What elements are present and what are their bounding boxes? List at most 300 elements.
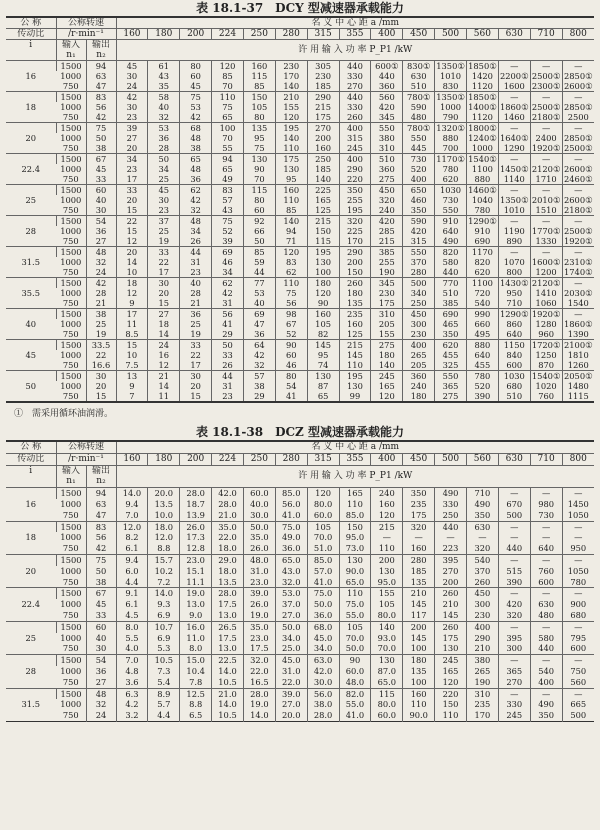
power-cell: 28	[180, 288, 212, 298]
speed-header: 公称转速	[56, 17, 116, 29]
table-row	[6, 61, 594, 72]
power-cell: 270	[339, 81, 371, 92]
power-cell: 950	[562, 543, 594, 554]
dcz-capacity-table	[6, 440, 594, 722]
power-cell: 110	[403, 699, 435, 710]
power-cell: 640	[498, 329, 530, 340]
speed-cell: 1000	[60, 565, 82, 576]
power-cell: 200	[371, 554, 403, 565]
power-cell: 45.0	[275, 655, 307, 666]
power-cell: 330	[498, 699, 530, 710]
speed-cell: 1500	[56, 688, 86, 699]
table-row	[6, 381, 594, 391]
power-cell: 400	[403, 174, 435, 185]
power-cell: 13.0	[212, 610, 244, 621]
table-row	[6, 71, 594, 81]
power-cell: 20	[180, 381, 212, 391]
speed-cell: 1500	[56, 309, 86, 320]
power-cell: 29.0	[212, 554, 244, 565]
power-cell: 31	[180, 257, 212, 267]
power-cell: 31.0	[243, 566, 275, 577]
power-cell: 910	[435, 216, 467, 227]
power-cell: 13.5	[148, 499, 180, 510]
power-cell: 60	[243, 205, 275, 216]
power-cell: 34.0	[275, 633, 307, 644]
power-cell: —	[498, 216, 530, 227]
speed-cell: 1000	[60, 226, 82, 236]
power-cell: 510	[435, 288, 467, 298]
power-cell: 1250	[530, 350, 562, 360]
power-cell: 2100①	[563, 340, 593, 350]
power-cell: 130	[307, 257, 339, 267]
power-cell: 21.0	[212, 510, 244, 521]
power-cell: 41.0	[307, 577, 339, 588]
power-cell: 290	[307, 92, 339, 103]
power-cell: 290	[339, 247, 371, 258]
power-cell: 41	[275, 391, 307, 402]
power-cell: 150	[339, 267, 371, 278]
power-cell: 1290①	[499, 309, 529, 319]
power-cell: 620	[435, 174, 467, 185]
power-cell: 75	[212, 216, 244, 227]
power-cell: —	[562, 92, 594, 103]
table-row	[6, 340, 594, 351]
power-cell: 195	[339, 205, 371, 216]
power-cell: 350	[339, 185, 371, 196]
power-cell: 15.0	[180, 655, 212, 666]
power-cell: 5.4	[148, 677, 180, 688]
power-cell: 31	[212, 298, 244, 309]
power-cell: 210	[403, 588, 435, 599]
power-cell: 11.0	[180, 633, 212, 644]
power-cell: 2030①	[563, 288, 593, 298]
power-cell: 1290	[498, 143, 530, 154]
speed-cell: 1500	[56, 92, 86, 103]
power-cell: 18.0	[148, 521, 180, 532]
power-cell: 150	[307, 226, 339, 236]
power-cell: 49	[212, 174, 244, 185]
power-cell: 210	[275, 92, 307, 103]
distance-col: 710	[530, 453, 562, 465]
table-row	[6, 195, 594, 205]
power-cell: 320	[339, 216, 371, 227]
power-cell: 1540①	[468, 154, 497, 164]
power-cell: 115	[243, 185, 275, 196]
power-cell: 305	[307, 61, 339, 72]
power-cell: 85.0	[275, 488, 307, 499]
power-cell: 24	[148, 340, 180, 351]
power-cell: 630	[466, 521, 498, 532]
power-cell: 32	[243, 360, 275, 371]
power-cell: 63.0	[307, 655, 339, 666]
power-cell: 32	[148, 112, 180, 123]
power-cell: 74	[307, 360, 339, 371]
power-cell: 8.8	[180, 699, 212, 710]
speed-cell: 1000	[60, 319, 82, 329]
speed-cell: 750	[62, 391, 79, 401]
power-cell: 31	[212, 381, 244, 391]
power-cell: 1050	[562, 566, 594, 577]
power-cell: 83	[212, 185, 244, 196]
power-cell: 480	[530, 610, 562, 621]
power-cell: 21	[148, 371, 180, 382]
ratio-header-label: 传动比	[6, 29, 56, 40]
power-cell: 830	[435, 81, 467, 92]
power-cell: 34.0	[307, 643, 339, 654]
power-cell: 1070	[498, 257, 530, 267]
speed-cell: 750	[62, 676, 79, 687]
speed-cell: 1500	[56, 185, 86, 196]
power-cell: 33	[148, 247, 180, 258]
ratio-symbol: i	[29, 40, 33, 50]
speed-cell: 1000	[60, 71, 82, 81]
power-cell: 540	[466, 298, 498, 309]
power-cell: 1280	[530, 319, 562, 329]
power-cell: 60.0	[243, 488, 275, 499]
power-cell: 21	[180, 298, 212, 309]
speed-cell: 56	[86, 102, 116, 112]
power-cell: 1290①	[468, 216, 497, 226]
power-cell: 1350①	[436, 92, 465, 102]
power-cell: 110	[212, 92, 244, 103]
ratio-cell: 31.5	[6, 688, 56, 721]
table2-title: 表 18.1-38 DCZ 型减速器承载能力	[196, 425, 404, 439]
speed-cell: 33	[86, 610, 116, 621]
power-cell: 11	[116, 319, 148, 329]
power-cell: 255	[339, 195, 371, 205]
speed-cell: 750	[62, 509, 79, 520]
power-cell: 1330	[530, 236, 562, 247]
power-cell: 70	[212, 133, 244, 143]
power-cell: 230	[466, 610, 498, 621]
n2-symbol: n₂	[86, 476, 116, 487]
power-cell: 68.0	[307, 621, 339, 632]
power-cell: —	[530, 521, 562, 532]
power-cell: 450	[403, 309, 435, 320]
speed-cell: 24	[86, 710, 116, 721]
power-cell: 880	[466, 340, 498, 351]
power-cell: 95	[275, 174, 307, 185]
power-cell: 540	[466, 554, 498, 565]
speed-unit-header: /r·min⁻¹	[56, 453, 116, 465]
power-cell: 120	[371, 510, 403, 521]
table-row	[6, 677, 594, 688]
speed-cell: 1000	[60, 350, 82, 360]
power-cell: 1400①	[468, 102, 497, 112]
power-cell: 440	[435, 521, 467, 532]
power-cell: 2500①	[563, 226, 593, 236]
power-cell: 630	[530, 599, 562, 610]
power-cell: 1850①	[468, 61, 497, 71]
power-cell: 62	[180, 185, 212, 196]
table-row	[6, 174, 594, 185]
power-cell: 660	[466, 319, 498, 329]
power-cell: 160	[243, 61, 275, 72]
power-cell: 27.0	[275, 610, 307, 621]
power-cell: 8.0	[116, 621, 148, 632]
distance-col: 180	[148, 29, 180, 40]
power-cell: 180	[339, 288, 371, 298]
power-cell: 165	[339, 488, 371, 499]
power-cell: 53.0	[275, 588, 307, 599]
speed-cell: 83	[86, 92, 116, 103]
power-cell: 1740①	[563, 267, 593, 277]
power-cell: 85.0	[339, 510, 371, 521]
power-cell: 150	[339, 521, 371, 532]
power-cell: —	[530, 532, 562, 543]
power-cell: 1390	[562, 329, 594, 340]
power-cell: 2500①	[563, 143, 593, 153]
power-cell: 37.0	[275, 599, 307, 610]
ratio-cell: 50	[6, 371, 56, 403]
power-cell: 145	[403, 633, 435, 644]
distance-col: 200	[180, 453, 212, 465]
power-cell: 300	[466, 599, 498, 610]
power-cell: 18	[116, 278, 148, 289]
power-cell: 34	[212, 267, 244, 278]
power-cell: —	[530, 123, 562, 134]
power-cell: 93.0	[371, 633, 403, 644]
power-cell: —	[403, 532, 435, 543]
power-cell: 2050①	[563, 371, 593, 381]
distance-col: 160	[116, 453, 148, 465]
power-cell: 400	[339, 154, 371, 165]
power-cell: 32	[180, 205, 212, 216]
power-cell: 100	[403, 643, 435, 654]
power-cell: 15	[180, 391, 212, 402]
speed-cell: 83	[86, 521, 116, 532]
power-cell: 80.0	[371, 699, 403, 710]
power-cell: 42	[180, 195, 212, 205]
power-cell: 105	[339, 621, 371, 632]
power-cell: 360	[371, 164, 403, 174]
power-cell: 780	[466, 371, 498, 382]
speed-cell: 15	[86, 391, 116, 402]
power-cell: —	[530, 185, 562, 196]
power-cell: 1170①	[436, 154, 465, 164]
power-cell: 19	[180, 329, 212, 340]
table-row	[6, 92, 594, 103]
speed-cell: 94	[86, 61, 116, 72]
power-cell: 2180①	[563, 205, 593, 215]
power-cell: 13.0	[180, 599, 212, 610]
power-cell: 380	[466, 655, 498, 666]
power-cell: 4.2	[116, 699, 148, 710]
table-row	[6, 278, 594, 289]
power-cell: 1115	[562, 391, 594, 402]
power-cell: 330	[435, 499, 467, 510]
speed-cell: 1500	[56, 488, 86, 499]
power-cell: —	[498, 61, 530, 72]
power-cell: 270	[435, 566, 467, 577]
power-cell: 70.0	[371, 643, 403, 654]
power-cell: 550	[371, 123, 403, 134]
power-cell: 2310①	[563, 257, 593, 267]
power-cell: —	[530, 92, 562, 103]
speed-cell: 1000	[60, 632, 82, 643]
power-cell: 2500①	[531, 102, 561, 112]
power-cell: 65.0	[339, 577, 371, 588]
power-cell: 2180①	[531, 112, 561, 122]
power-cell: 2200①	[499, 71, 529, 81]
power-cell: 365	[498, 666, 530, 677]
speed-cell: 47	[86, 510, 116, 521]
power-cell: 44	[180, 247, 212, 258]
power-cell: 14.0	[116, 488, 148, 499]
power-cell: 365	[435, 381, 467, 391]
power-cell: —	[562, 309, 594, 320]
power-cell: 33	[212, 350, 244, 360]
power-cell: 7.3	[148, 666, 180, 677]
power-cell: 87	[307, 381, 339, 391]
table-row	[6, 185, 594, 196]
speed-cell: 33.5	[86, 340, 116, 351]
speed-cell: 47	[86, 81, 116, 92]
power-cell: 11.1	[180, 577, 212, 588]
power-cell: 770	[435, 278, 467, 289]
power-cell: 20	[116, 247, 148, 258]
power-cell: 160	[339, 319, 371, 329]
power-cell: 440	[435, 267, 467, 278]
power-cell: 2500①	[531, 71, 561, 81]
power-cell: 94	[212, 154, 244, 165]
power-cell: 40	[180, 278, 212, 289]
speed-cell: 67	[86, 588, 116, 599]
speed-cell: 1500	[56, 278, 86, 289]
table-row	[6, 298, 594, 309]
power-cell: 73.0	[339, 543, 371, 554]
power-cell: 13.9	[180, 510, 212, 521]
power-cell: 460	[403, 195, 435, 205]
power-cell: 500	[403, 278, 435, 289]
table-row	[6, 102, 594, 112]
power-cell: 68	[180, 123, 212, 134]
power-cell: 1420	[466, 71, 498, 81]
power-cell: 1720①	[531, 340, 561, 350]
speed-cell: 750	[62, 143, 79, 153]
power-cell: 19.0	[243, 610, 275, 621]
table-row	[6, 329, 594, 340]
power-cell: 115	[307, 236, 339, 247]
distance-col: 400	[371, 453, 403, 465]
power-cell: 52	[275, 329, 307, 340]
distance-col: 800	[562, 29, 594, 40]
table-row	[6, 510, 594, 521]
power-cell: 650	[403, 185, 435, 196]
power-cell: 45	[180, 81, 212, 92]
power-cell: 19.0	[180, 588, 212, 599]
speed-cell: 30	[86, 371, 116, 382]
power-cell: 225	[339, 226, 371, 236]
power-cell: 18.7	[180, 499, 212, 510]
table-row	[6, 133, 594, 143]
power-cell: 730	[435, 195, 467, 205]
table-row	[6, 688, 594, 699]
dcy-capacity-table	[6, 16, 594, 403]
power-cell: 400	[466, 621, 498, 632]
power-cell: 550	[435, 205, 467, 216]
power-cell: 1000	[435, 102, 467, 112]
power-cell: —	[498, 554, 530, 565]
power-cell: 6.1	[116, 543, 148, 554]
power-cell: 2120①	[531, 164, 561, 174]
speed-cell: 27	[86, 236, 116, 247]
power-cell: 9.0	[180, 610, 212, 621]
table-row	[6, 391, 594, 402]
power-cell: 22	[116, 216, 148, 227]
power-cell: 1920①	[531, 309, 561, 319]
power-cell: —	[498, 185, 530, 196]
distance-col: 280	[275, 29, 307, 40]
output-speed-header: 输出	[86, 465, 116, 476]
ratio-cell: 22.4	[6, 588, 56, 621]
power-cell: 7.2	[148, 577, 180, 588]
ratio-header: 公 称	[6, 17, 56, 29]
power-cell: 220	[435, 688, 467, 699]
speed-cell: 1500	[56, 216, 86, 227]
power-cell: 140	[275, 81, 307, 92]
power-cell: 455	[466, 360, 498, 371]
table-row	[6, 599, 594, 610]
power-cell: 35.0	[212, 521, 244, 532]
power-cell: 9.4	[116, 554, 148, 565]
power-cell: 2600①	[563, 81, 593, 91]
power-cell: 175	[275, 154, 307, 165]
power-cell: 42.0	[212, 488, 244, 499]
power-cell: 120	[371, 391, 403, 402]
power-cell: 26	[180, 236, 212, 247]
power-cell: 2600①	[563, 164, 593, 174]
ratio-cell: 28	[6, 216, 56, 247]
power-cell: 680	[498, 381, 530, 391]
power-cell: 94	[275, 226, 307, 236]
table-row	[6, 288, 594, 298]
power-cell: 690	[435, 309, 467, 320]
distance-col: 200	[180, 29, 212, 40]
power-cell: 17.5	[243, 643, 275, 654]
ratio-cell: 22.4	[6, 154, 56, 185]
power-cell: 48.0	[339, 677, 371, 688]
power-cell: 14.0	[212, 699, 244, 710]
power-cell: 17.5	[212, 633, 244, 644]
power-cell: 83	[275, 257, 307, 267]
table-row	[6, 655, 594, 666]
input-speed-header: 输入	[56, 465, 86, 476]
speed-cell: 67	[86, 154, 116, 165]
power-cell: 90.0	[339, 566, 371, 577]
power-cell: 2010①	[531, 195, 561, 205]
power-cell: 235	[339, 309, 371, 320]
power-cell: 65	[307, 391, 339, 402]
power-cell: 100	[307, 267, 339, 278]
power-cell: 380	[371, 133, 403, 143]
power-cell: 245	[498, 710, 530, 721]
power-cell: 62	[212, 278, 244, 289]
power-cell: 170	[339, 236, 371, 247]
speed-cell: 60	[86, 185, 116, 196]
table-row	[6, 588, 594, 599]
power-cell: 1350①	[499, 195, 529, 205]
distance-col: 355	[339, 453, 371, 465]
power-cell: 23.0	[243, 577, 275, 588]
n1-symbol: n₁	[56, 476, 86, 487]
speed-cell: 48	[86, 688, 116, 699]
power-cell: 690	[466, 236, 498, 247]
power-cell: 34	[180, 226, 212, 236]
distance-col: 315	[307, 453, 339, 465]
power-cell: 1010	[435, 71, 467, 81]
power-cell: 77	[243, 278, 275, 289]
